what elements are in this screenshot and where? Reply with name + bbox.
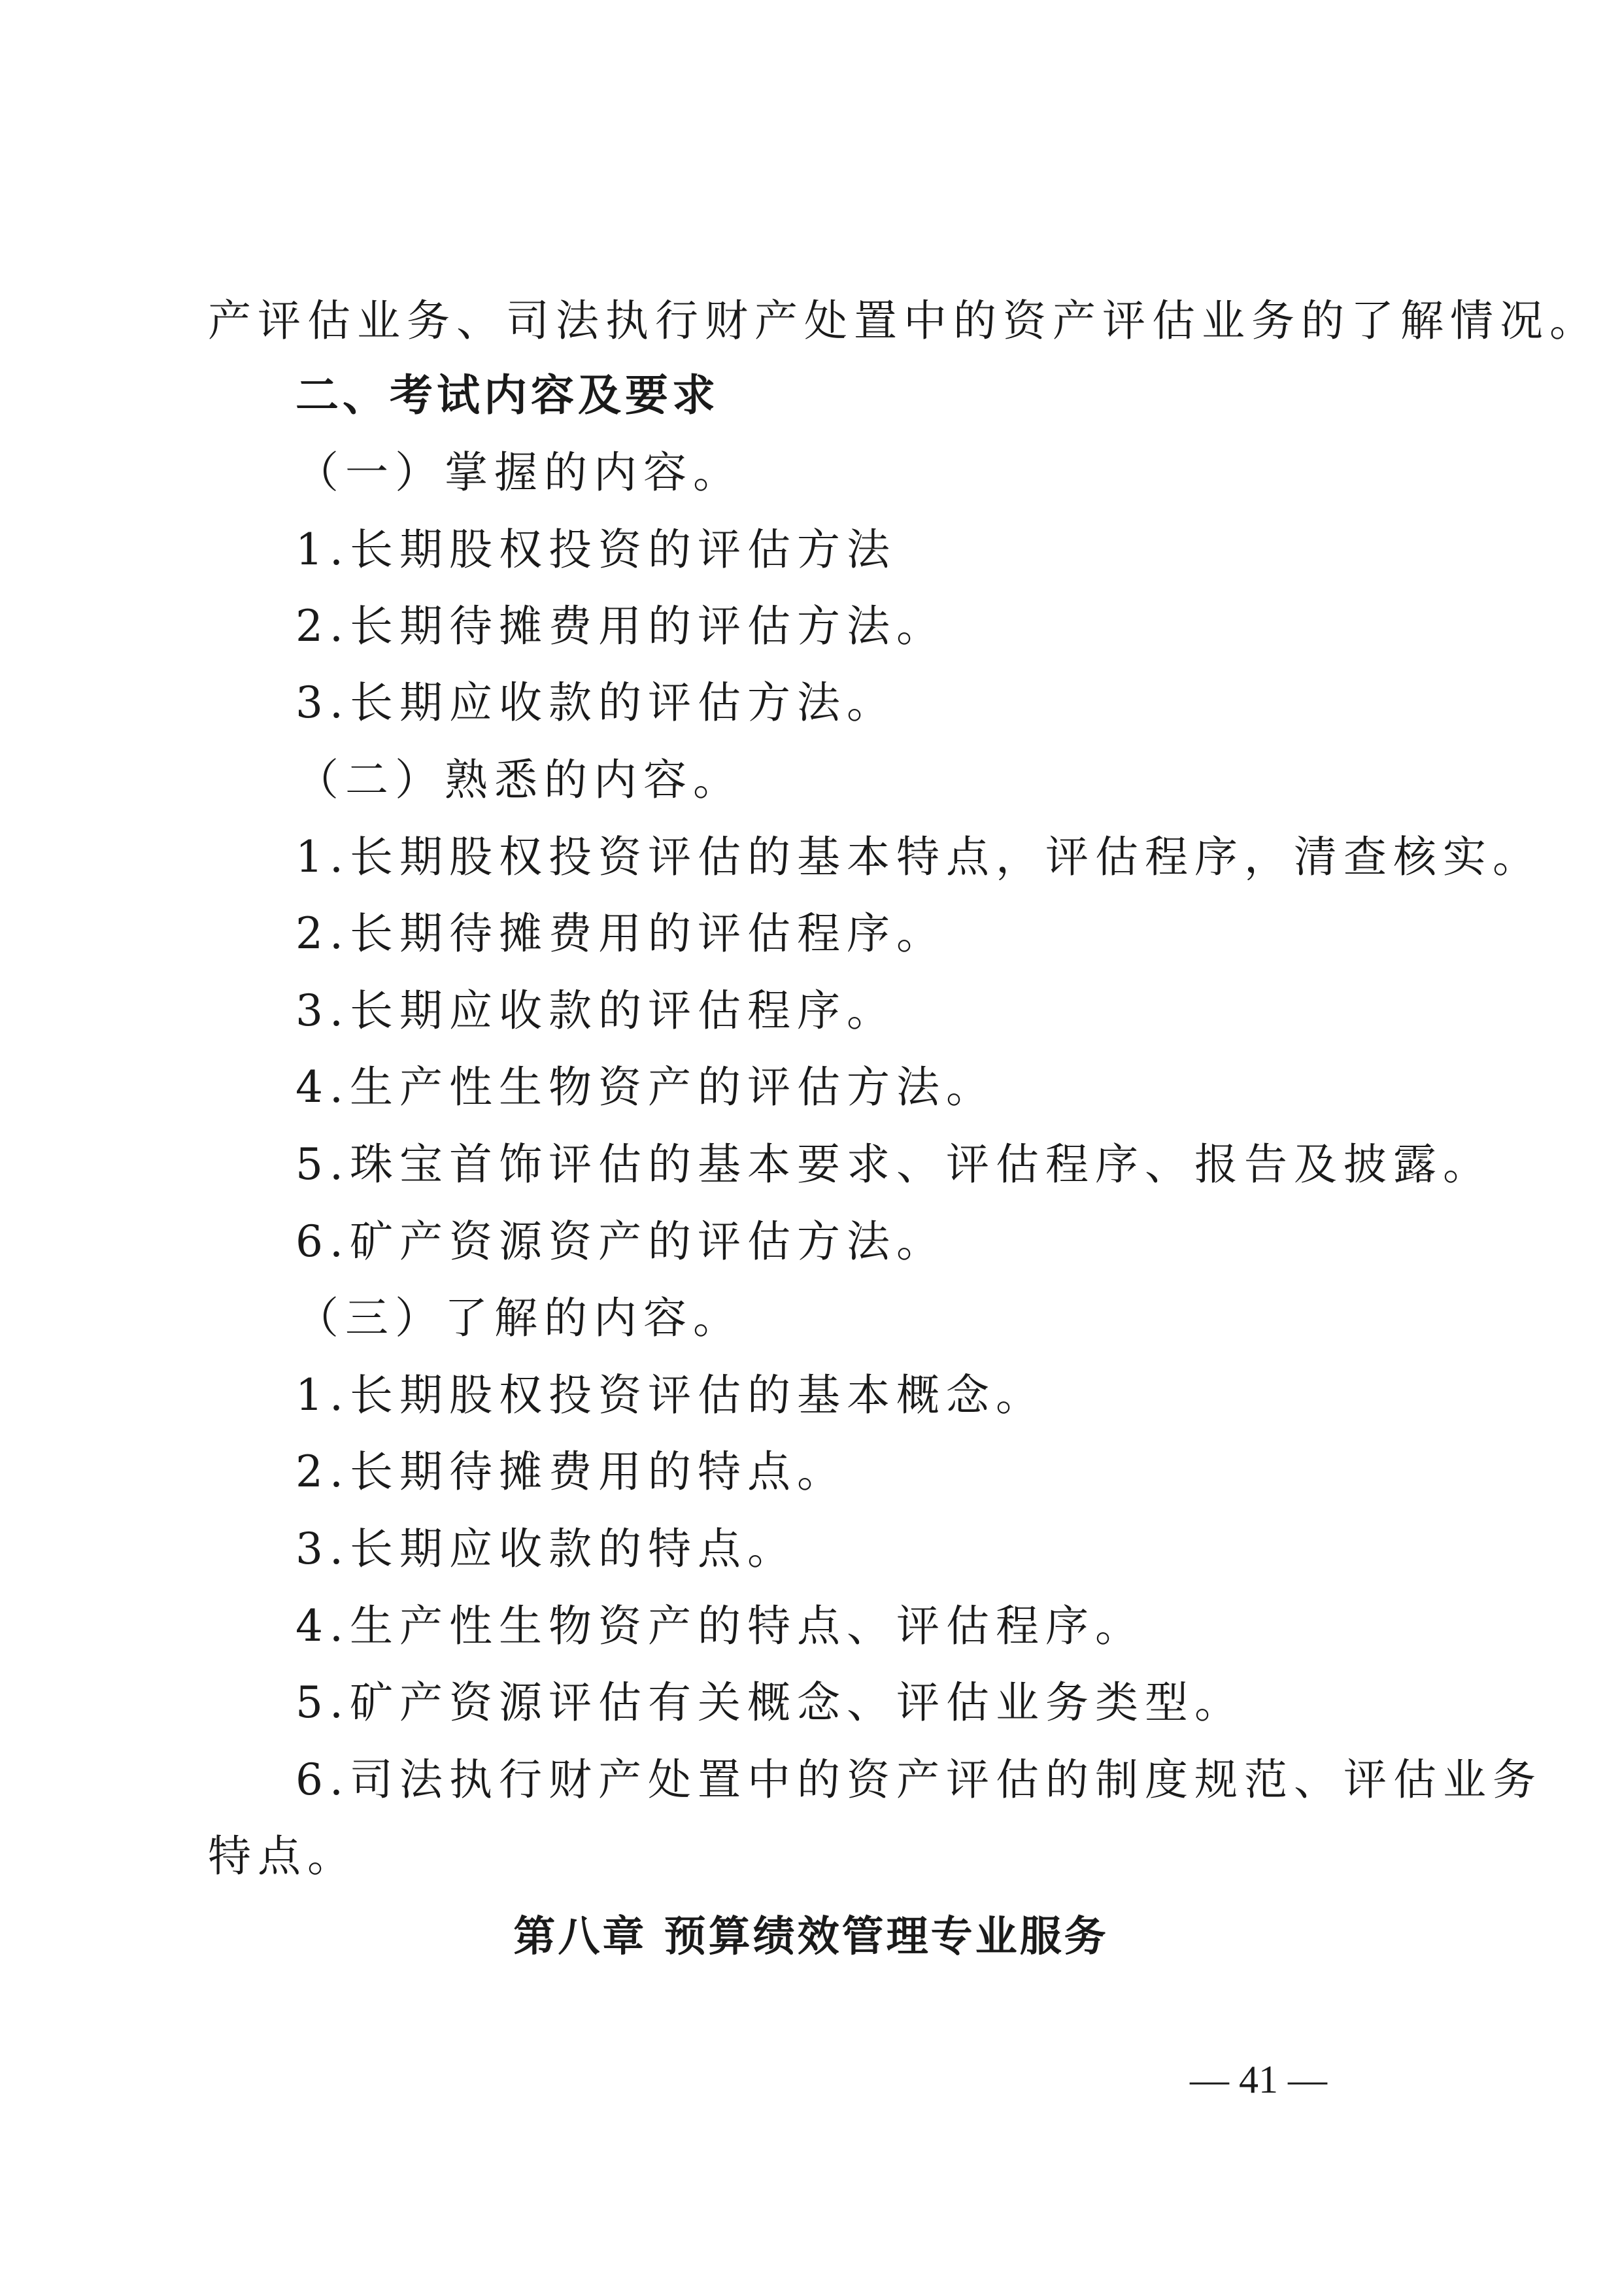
list-item: 2.长期待摊费用的评估程序。: [296, 908, 946, 959]
paragraph-continuation: 产评估业务、司法执行财产处置中的资产评估业务的了解情况。: [208, 296, 1599, 346]
chapter-title: 第八章 预算绩效管理专业服务: [513, 1913, 1109, 1961]
section-heading: 二、考试内容及要求: [296, 370, 719, 420]
list-item-continuation: 特点。: [208, 1831, 357, 1881]
list-item: 3.长期应收款的特点。: [296, 1524, 797, 1574]
list-item: 5.矿产资源评估有关概念、评估业务类型。: [296, 1677, 1244, 1728]
list-item: 6.矿产资源资产的评估方法。: [296, 1216, 946, 1267]
list-item: 6.司法执行财产处置中的资产评估的制度规范、评估业务: [296, 1755, 1542, 1805]
list-item: 3.长期应收款的评估方法。: [296, 677, 896, 728]
page-number: — 41 —: [1190, 2058, 1327, 2101]
subsection-heading-master: （一）掌握的内容。: [296, 447, 743, 498]
subsection-heading-familiar: （二）熟悉的内容。: [296, 755, 743, 805]
list-item: 4.生产性生物资产的特点、评估程序。: [296, 1601, 1145, 1651]
subsection-heading-understand: （三）了解的内容。: [296, 1293, 743, 1343]
list-item: 1.长期股权投资的评估方法: [296, 524, 896, 575]
list-item: 2.长期待摊费用的评估方法。: [296, 601, 946, 651]
list-item: 1.长期股权投资评估的基本概念。: [296, 1370, 1045, 1420]
list-item: 2.长期待摊费用的特点。: [296, 1447, 847, 1497]
list-item: 4.生产性生物资产的评估方法。: [296, 1062, 996, 1112]
list-item: 1.长期股权投资评估的基本特点，评估程序，清查核实。: [296, 832, 1542, 882]
list-item: 5.珠宝首饰评估的基本要求、评估程序、报告及披露。: [296, 1139, 1493, 1190]
list-item: 3.长期应收款的评估程序。: [296, 985, 896, 1036]
